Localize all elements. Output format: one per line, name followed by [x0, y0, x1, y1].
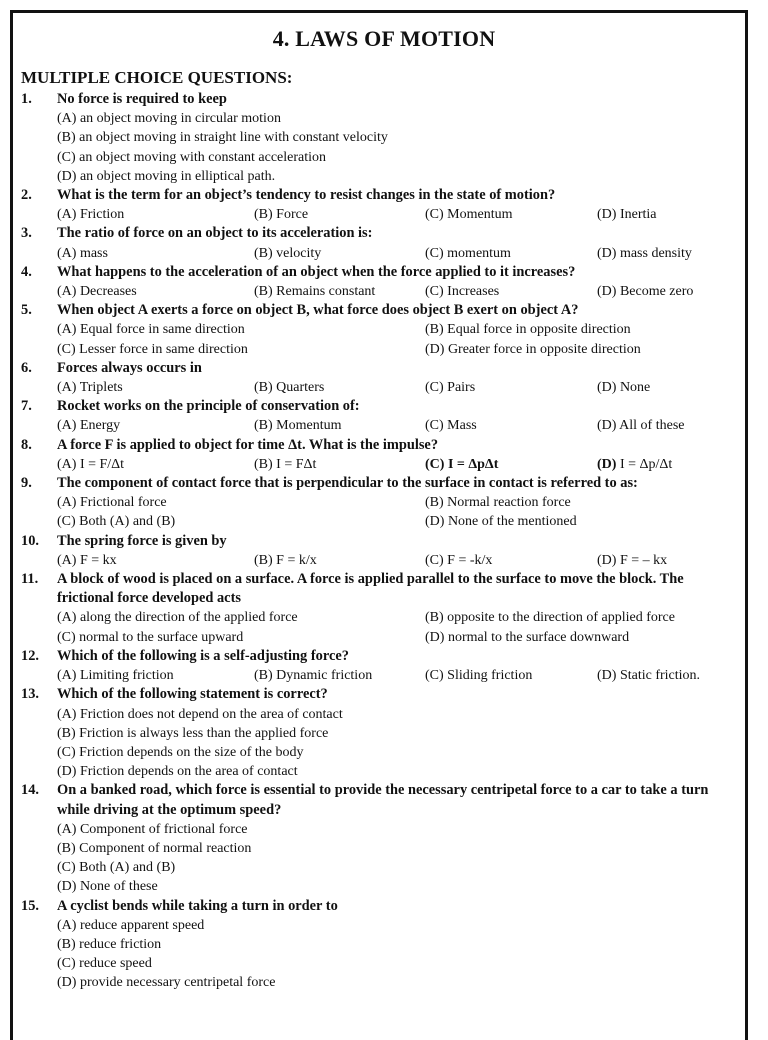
option-c — [57, 954, 737, 973]
option-label: (B) — [57, 840, 76, 856]
option-text: Friction does not depend on the area of contact — [79, 706, 343, 722]
option-a — [57, 455, 254, 474]
option-label: (D) — [57, 764, 77, 780]
option-label: (C) — [425, 418, 444, 434]
option-label: (C) — [425, 668, 444, 684]
option-text: reduce friction — [79, 936, 162, 952]
option-b — [57, 128, 737, 147]
option-text: Become zero — [619, 284, 694, 300]
question-row — [0, 474, 768, 493]
option-text: Increases — [447, 284, 500, 300]
question-row — [0, 186, 768, 205]
question-row — [0, 570, 768, 608]
option-label: (D) — [425, 341, 445, 357]
option-label: (A) — [57, 456, 77, 472]
option-text: Component of frictional force — [79, 821, 248, 837]
question-text: The spring force is given by — [57, 532, 227, 549]
question-row — [0, 781, 768, 819]
question-row — [0, 685, 768, 704]
option-text: Friction depends on the area of contact — [79, 764, 298, 780]
question-row — [0, 897, 768, 916]
question-number: 3. — [21, 225, 32, 242]
option-c — [425, 551, 597, 570]
question-number: 1. — [21, 91, 32, 107]
option-text: Limiting friction — [79, 668, 174, 684]
option-text: Inertia — [619, 207, 657, 223]
option-label: (C) — [57, 860, 76, 876]
question-number: 11. — [21, 571, 39, 588]
option-b — [57, 724, 737, 743]
option-label: (D) — [597, 418, 617, 434]
option-a — [57, 608, 425, 627]
option-text: Both (A) and (B) — [79, 514, 176, 530]
option-text: normal to the surface upward — [79, 629, 244, 645]
options-group — [57, 320, 737, 358]
question-item — [0, 532, 768, 570]
option-text: Mass — [447, 418, 477, 434]
option-a — [57, 320, 425, 339]
option-label: (B) — [57, 130, 76, 146]
option-text: Equal force in opposite direction — [447, 322, 631, 338]
option-text: an object moving in elliptical path. — [79, 168, 276, 184]
option-d — [425, 340, 737, 359]
question-text: When object A exerts a force on object B, what force does object B exert on object A? — [57, 302, 579, 319]
option-text: Momentum — [447, 207, 513, 223]
question-text: A block of wood is placed on a surface. A force is applied parallel to the surface to move the block. The frictional force developed acts — [57, 571, 684, 607]
option-a — [57, 416, 254, 435]
option-label: (D) — [597, 284, 617, 300]
option-a — [57, 244, 254, 263]
option-text: Momentum — [276, 418, 342, 434]
question-item — [0, 474, 768, 532]
option-text: reduce speed — [79, 956, 152, 972]
option-text: along the direction of the applied force — [79, 610, 298, 626]
option-text: None — [619, 380, 651, 396]
options-group — [57, 244, 737, 263]
option-label: (B) — [254, 380, 273, 396]
option-a — [57, 109, 737, 128]
option-d — [425, 512, 737, 531]
option-b — [425, 608, 737, 627]
option-text: momentum — [447, 245, 511, 261]
option-label: (A) — [57, 322, 77, 338]
option-label: (C) — [425, 245, 444, 261]
option-text: mass — [79, 245, 108, 261]
option-label: (B) — [57, 936, 76, 952]
option-label: (A) — [57, 610, 77, 626]
option-label: (C) — [57, 629, 76, 645]
option-label: (D) — [57, 168, 77, 184]
option-b — [254, 455, 425, 474]
options-group — [57, 378, 737, 397]
option-d — [597, 416, 737, 435]
question-number: 8. — [21, 436, 32, 453]
question-item — [0, 397, 768, 435]
option-text: Normal reaction force — [447, 495, 571, 511]
option-d — [597, 244, 737, 263]
option-c — [57, 858, 737, 877]
option-text: opposite to the direction of applied force — [447, 610, 675, 626]
question-number: 13. — [21, 686, 39, 703]
question-text: What is the term for an object’s tendency to resist changes in the state of motion? — [57, 187, 556, 204]
option-label: (D) — [597, 245, 617, 261]
option-label: (A) — [57, 668, 77, 684]
option-d — [597, 205, 737, 224]
option-label: (D) — [597, 456, 617, 472]
question-text: Which of the following is a self-adjusting force? — [57, 647, 349, 664]
option-text: I = FΔt — [276, 456, 317, 472]
option-text: Greater force in opposite direction — [447, 341, 641, 357]
options-group — [57, 109, 737, 186]
option-text: Triplets — [79, 380, 123, 396]
option-text: F = – kx — [619, 552, 668, 568]
page-title: 4. LAWS OF MOTION — [272, 26, 496, 51]
question-number: 14. — [21, 782, 39, 799]
option-a — [57, 282, 254, 301]
option-a — [57, 705, 737, 724]
option-a — [57, 666, 254, 685]
option-d — [597, 666, 737, 685]
question-row — [0, 532, 768, 551]
option-label: (D) — [57, 975, 77, 991]
section-heading: MULTIPLE CHOICE QUESTIONS: — [21, 68, 293, 87]
option-c — [57, 628, 425, 647]
options-group — [57, 666, 737, 685]
option-label: (B) — [254, 668, 273, 684]
option-c — [57, 512, 425, 531]
question-row — [0, 224, 768, 243]
question-number: 6. — [21, 359, 32, 376]
option-text: Remains constant — [276, 284, 376, 300]
option-text: Energy — [79, 418, 121, 434]
option-b — [425, 493, 737, 512]
option-d — [597, 455, 737, 474]
option-label: (A) — [57, 111, 77, 127]
option-text: Decreases — [79, 284, 137, 300]
option-label: (B) — [57, 725, 76, 741]
option-text: All of these — [619, 418, 685, 434]
option-b — [57, 935, 737, 954]
question-number: 10. — [21, 532, 39, 549]
option-d — [57, 762, 737, 781]
option-a — [57, 820, 737, 839]
option-text: an object moving with constant acceleration — [79, 149, 327, 165]
option-label: (C) — [57, 744, 76, 760]
option-c — [425, 244, 597, 263]
question-item — [0, 570, 768, 647]
question-text: Which of the following statement is correct? — [57, 686, 328, 703]
option-text: velocity — [276, 245, 322, 261]
option-label: (D) — [425, 629, 445, 645]
question-text: The ratio of force on an object to its acceleration is: — [57, 225, 373, 242]
question-list — [0, 90, 768, 993]
options-group — [57, 705, 737, 782]
option-d — [597, 551, 737, 570]
question-item — [0, 301, 768, 359]
option-text: Lesser force in same direction — [79, 341, 248, 357]
option-text: None of these — [79, 879, 158, 895]
question-row — [0, 359, 768, 378]
options-group — [57, 282, 737, 301]
option-b — [254, 666, 425, 685]
option-label: (B) — [425, 322, 444, 338]
question-number: 9. — [21, 475, 32, 492]
option-b — [254, 282, 425, 301]
question-row — [0, 301, 768, 320]
option-label: (A) — [57, 821, 77, 837]
option-label: (A) — [57, 207, 77, 223]
question-item — [0, 186, 768, 224]
question-number: 4. — [21, 263, 32, 280]
option-text: Both (A) and (B) — [79, 860, 176, 876]
option-c — [425, 205, 597, 224]
option-label: (C) — [425, 552, 444, 568]
option-a — [57, 205, 254, 224]
option-text: Dynamic friction — [276, 668, 373, 684]
option-label: (B) — [254, 207, 273, 223]
option-text: Static friction. — [619, 668, 701, 684]
question-number: 12. — [21, 647, 39, 664]
question-item — [0, 647, 768, 685]
option-label: (B) — [254, 245, 273, 261]
question-row — [0, 263, 768, 282]
option-label: (A) — [57, 552, 77, 568]
question-item — [0, 781, 768, 896]
option-c — [57, 148, 737, 167]
option-text: Sliding friction — [447, 668, 533, 684]
option-text: Pairs — [447, 380, 476, 396]
option-label: (D) — [597, 207, 617, 223]
option-label: (D) — [425, 514, 445, 530]
option-b — [254, 205, 425, 224]
option-label: (B) — [425, 610, 444, 626]
question-row — [0, 436, 768, 455]
option-label: (C) — [425, 207, 444, 223]
option-label: (A) — [57, 495, 77, 511]
option-label: (A) — [57, 917, 77, 933]
option-b — [57, 839, 737, 858]
option-c — [425, 666, 597, 685]
options-group — [57, 916, 737, 993]
option-label: (D) — [57, 879, 77, 895]
question-item — [0, 263, 768, 301]
option-c — [425, 282, 597, 301]
option-label: (D) — [597, 668, 617, 684]
option-text: mass density — [619, 245, 692, 261]
option-a — [57, 551, 254, 570]
option-d — [425, 628, 737, 647]
option-label: (C) — [425, 380, 444, 396]
option-b — [254, 551, 425, 570]
option-label: (B) — [254, 552, 273, 568]
option-b — [425, 320, 737, 339]
question-text: A force F is applied to object for time Δt. What is the impulse? — [57, 436, 439, 453]
option-label: (A) — [57, 418, 77, 434]
question-number: 7. — [21, 398, 32, 415]
question-item — [0, 224, 768, 262]
option-c — [425, 416, 597, 435]
options-group — [57, 820, 737, 897]
option-text: an object moving in circular motion — [79, 111, 281, 127]
question-number: 5. — [21, 302, 32, 319]
option-d — [57, 167, 737, 186]
option-text: F = k/x — [276, 552, 317, 568]
option-d — [57, 877, 737, 896]
options-group — [57, 493, 737, 531]
option-text: None of the mentioned — [447, 514, 577, 530]
option-c — [425, 378, 597, 397]
option-text: I = ΔpΔt — [447, 456, 499, 472]
option-text: I = F/Δt — [79, 456, 125, 472]
option-a — [57, 378, 254, 397]
option-label: (D) — [597, 380, 617, 396]
option-label: (C) — [425, 284, 444, 300]
option-text: Force — [276, 207, 309, 223]
question-number: 15. — [21, 897, 39, 914]
option-text: F = kx — [79, 552, 117, 568]
options-group — [57, 608, 737, 646]
option-text: Equal force in same direction — [79, 322, 245, 338]
option-b — [254, 416, 425, 435]
option-a — [57, 916, 737, 935]
option-text: F = -k/x — [447, 552, 493, 568]
option-text: Friction is always less than the applied force — [79, 725, 329, 741]
question-text: No force is required to keep — [57, 91, 227, 107]
question-row — [0, 90, 768, 109]
option-text: I = Δp/Δt — [619, 456, 673, 472]
question-item — [0, 685, 768, 781]
option-c — [57, 743, 737, 762]
option-text: normal to the surface downward — [447, 629, 630, 645]
option-text: Friction — [79, 207, 125, 223]
option-d — [57, 973, 737, 992]
option-label: (C) — [57, 956, 76, 972]
question-item — [0, 359, 768, 397]
option-label: (C) — [57, 514, 76, 530]
option-label: (B) — [254, 456, 273, 472]
option-label: (C) — [57, 341, 76, 357]
options-group — [57, 455, 737, 474]
question-item — [0, 436, 768, 474]
option-text: Friction depends on the size of the body — [79, 744, 304, 760]
option-d — [597, 378, 737, 397]
option-text: Quarters — [276, 380, 325, 396]
options-group — [57, 551, 737, 570]
question-text: On a banked road, which force is essential to provide the necessary centripetal force to a car to take a turn while driving at the optimum speed? — [57, 782, 709, 818]
question-number: 2. — [21, 187, 32, 204]
option-text: provide necessary centripetal force — [79, 975, 276, 991]
question-text: The component of contact force that is perpendicular to the surface in contact is referred to as: — [57, 475, 638, 492]
options-group — [57, 416, 737, 435]
option-b — [254, 244, 425, 263]
option-label: (C) — [425, 456, 445, 472]
question-text: A cyclist bends while taking a turn in order to — [57, 897, 338, 914]
option-label: (A) — [57, 284, 77, 300]
option-a — [57, 493, 425, 512]
option-label: (C) — [57, 149, 76, 165]
option-label: (A) — [57, 245, 77, 261]
question-row — [0, 647, 768, 666]
question-text: Rocket works on the principle of conservation of: — [57, 398, 360, 415]
option-text: Component of normal reaction — [79, 840, 252, 856]
option-label: (B) — [425, 495, 444, 511]
option-d — [597, 282, 737, 301]
option-c — [425, 455, 597, 474]
option-label: (A) — [57, 380, 77, 396]
option-label: (A) — [57, 706, 77, 722]
question-row — [0, 397, 768, 416]
option-text: Frictional force — [79, 495, 167, 511]
option-text: an object moving in straight line with constant velocity — [79, 130, 388, 146]
question-item — [0, 90, 768, 186]
question-text: What happens to the acceleration of an object when the force applied to it increases? — [57, 263, 576, 280]
option-label: (D) — [597, 552, 617, 568]
option-label: (B) — [254, 418, 273, 434]
question-item — [0, 897, 768, 993]
question-text: Forces always occurs in — [57, 359, 202, 376]
option-c — [57, 340, 425, 359]
options-group — [57, 205, 737, 224]
option-text: reduce apparent speed — [79, 917, 205, 933]
option-b — [254, 378, 425, 397]
option-label: (B) — [254, 284, 273, 300]
